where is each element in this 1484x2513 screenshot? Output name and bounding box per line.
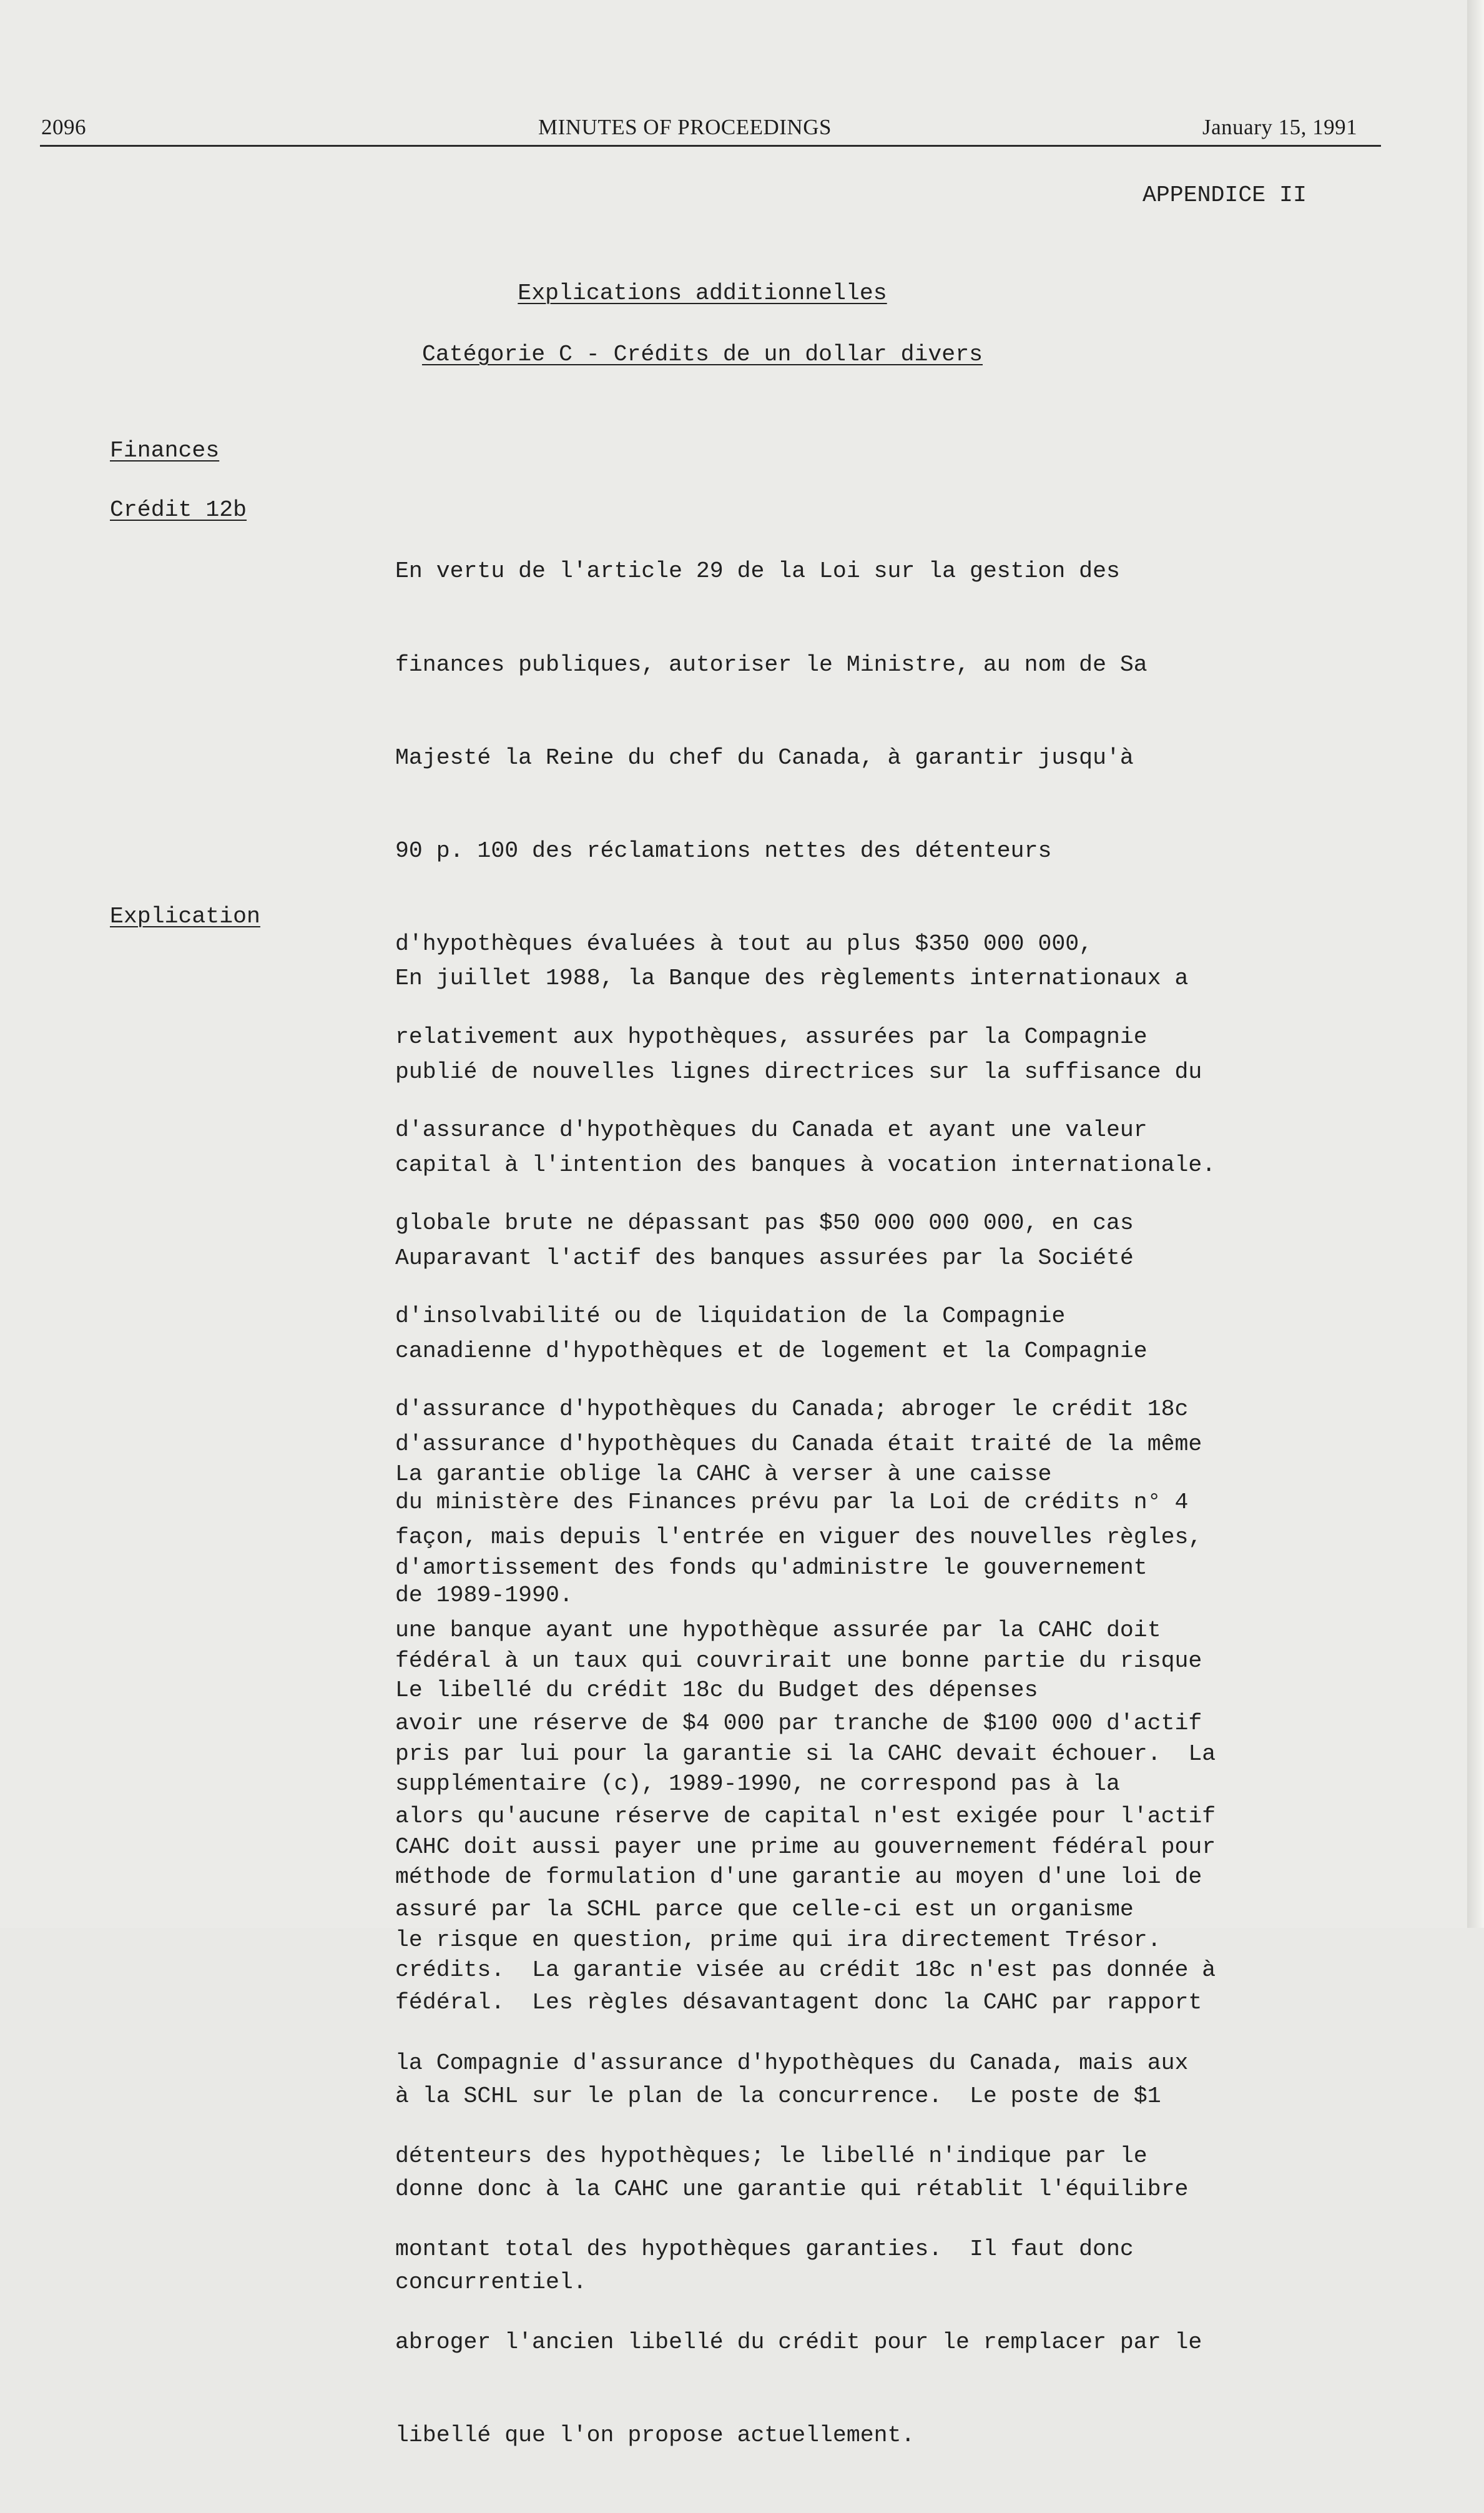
- text-line: le risque en question, prime qui ira directement Trésor.: [395, 1927, 1161, 1953]
- text-line: d'assurance d'hypothèques du Canada et ayant une valeur: [395, 1117, 1147, 1143]
- text-line: libellé que l'on propose actuellement.: [395, 2422, 915, 2449]
- text-line: Auparavant l'actif des banques assurées par la Société: [395, 1245, 1134, 1271]
- section-label: Finances: [110, 438, 220, 463]
- text-line: crédits. La garantie visée au crédit 18c n'est pas donnée à: [395, 1957, 1216, 1983]
- text-line: avoir une réserve de $4 000 par tranche de $100 000 d'actif: [395, 1711, 1202, 1737]
- text-line: de 1989-1990.: [395, 1582, 573, 1609]
- page-edge: [1467, 0, 1484, 1928]
- text-line: d'assurance d'hypothèques du Canada; abroger le crédit 18c: [395, 1396, 1189, 1423]
- text-line: En juillet 1988, la Banque des règlements internationaux a: [395, 965, 1189, 992]
- explanation-label: Explication: [110, 904, 260, 929]
- text-line: d'hypothèques évaluées à tout au plus $350 000 000,: [395, 931, 1093, 957]
- main-heading-text: Explications additionnelles: [518, 280, 887, 306]
- text-line: la Compagnie d'assurance d'hypothèques du Canada, mais aux: [395, 2050, 1189, 2076]
- text-line: capital à l'intention des banques à vocation internationale.: [395, 1152, 1216, 1178]
- text-line: CAHC doit aussi payer une prime au gouvernement fédéral pour: [395, 1834, 1216, 1860]
- text-line: du ministère des Finances prévu par la Loi de crédits n° 4: [395, 1489, 1189, 1516]
- text-line: canadienne d'hypothèques et de logement et la Compagnie: [395, 1338, 1147, 1364]
- running-date: January 15, 1991: [1202, 115, 1358, 139]
- text-line: alors qu'aucune réserve de capital n'est exigée pour l'actif: [395, 1804, 1216, 1830]
- text-line: méthode de formulation d'une garantie au moyen d'une loi de: [395, 1864, 1202, 1890]
- text-line: d'amortissement des fonds qu'administre le gouvernement: [395, 1554, 1147, 1581]
- text-line: d'insolvabilité ou de liquidation de la Compagnie: [395, 1303, 1066, 1330]
- category-heading-text: Catégorie C - Crédits de un dollar divers: [421, 342, 983, 367]
- text-line: fédéral. Les règles désavantagent donc la CAHC par rapport: [395, 1990, 1202, 2016]
- text-line: détenteurs des hypothèques; le libellé n'indique par le: [395, 2143, 1147, 2169]
- text-line: relativement aux hypothèques, assurées par la Compagnie: [395, 1024, 1147, 1050]
- text-line: d'assurance d'hypothèques du Canada était traité de la même: [395, 1431, 1202, 1457]
- text-line: pris par lui pour la garantie si la CAHC devait échouer. La: [395, 1740, 1216, 1767]
- text-line: fédéral à un taux qui couvrirait une bonne partie du risque: [395, 1647, 1202, 1674]
- text-line: concurrentiel.: [395, 2269, 587, 2295]
- text-line: publié de nouvelles lignes directrices sur la suffisance du: [395, 1059, 1202, 1085]
- text-line: assuré par la SCHL parce que celle-ci est un organisme: [395, 1897, 1134, 1923]
- text-line: une banque ayant une hypothèque assurée par la CAHC doit: [395, 1617, 1161, 1644]
- text-line: abroger l'ancien libellé du crédit pour le remplacer par le: [395, 2329, 1202, 2356]
- text-line: Majesté la Reine du chef du Canada, à garantir jusqu'à: [395, 744, 1134, 771]
- text-line: En vertu de l'article 29 de la Loi sur la gestion des: [395, 558, 1120, 585]
- text-line: donne donc à la CAHC une garantie qui rétablit l'équilibre: [395, 2176, 1189, 2202]
- text-line: 90 p. 100 des réclamations nettes des détenteurs: [395, 837, 1052, 864]
- text-line: montant total des hypothèques garanties. Il faut donc: [395, 2236, 1134, 2262]
- text-line: à la SCHL sur le plan de la concurrence. Le poste de $1: [395, 2083, 1161, 2109]
- text-line: Le libellé du crédit 18c du Budget des dépenses: [395, 1677, 1038, 1704]
- appendix-label: APPENDICE II: [1142, 182, 1307, 208]
- running-title: MINUTES OF PROCEEDINGS: [538, 115, 832, 139]
- text-line: façon, mais depuis l'entrée en viguer des nouvelles règles,: [395, 1524, 1202, 1550]
- page-number: 2096: [41, 115, 86, 139]
- main-heading: [0, 280, 1436, 306]
- category-heading: [0, 342, 1436, 367]
- text-line: La garantie oblige la CAHC à verser à une caisse: [395, 1461, 1052, 1488]
- text-line: finances publiques, autoriser le Ministre, au nom de Sa: [395, 651, 1147, 678]
- credit-label: Crédit 12b: [110, 497, 247, 523]
- text-line: supplémentaire (c), 1989-1990, ne correspond pas à la: [395, 1770, 1120, 1797]
- header-rule: [40, 145, 1381, 147]
- explanation-paragraph-3: [395, 1613, 1369, 2513]
- text-line: globale brute ne dépassant pas $50 000 000 000, en cas: [395, 1210, 1134, 1237]
